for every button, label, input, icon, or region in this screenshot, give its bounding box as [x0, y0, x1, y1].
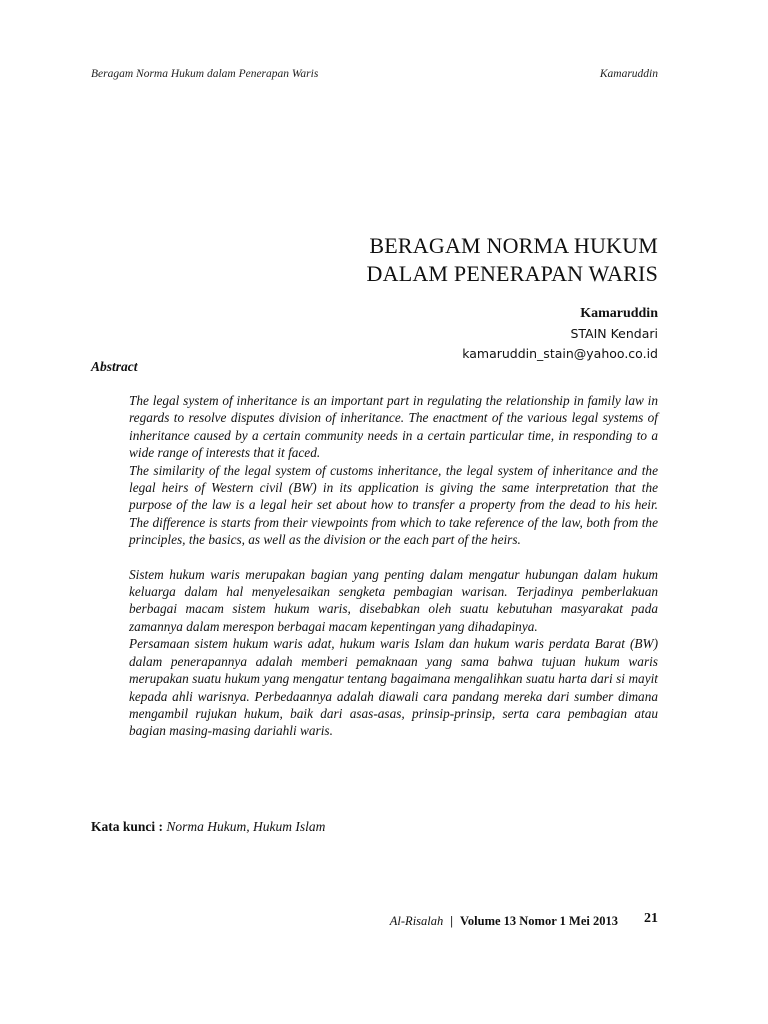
running-header	[91, 68, 658, 80]
keywords-values: Norma Hukum, Hukum Islam	[166, 819, 326, 834]
article-title-line-2: DALAM PENERAPAN WARIS	[366, 261, 658, 286]
author-name: Kamaruddin	[580, 306, 658, 321]
abstract-paragraph-id-1: Sistem hukum waris merupakan bagian yang penting dalam mengatur hubungan dalam hukum keluarga dalam hal menyelesaikan sengketa pembagian warisan. Terjadinya pemberlakuan berbagai macam sistem hukum waris, disebabkan oleh suatu kebutuhan masyarakat pada zamannya dalam merespon berbagai macam kepentingan yang dihadapinya.	[129, 566, 658, 634]
abstract-paragraph-id-2: Persamaan sistem hukum waris adat, hukum waris Islam dan hukum waris perdata Barat (BW) dalam penerapannya adalah memberi pemaknaan yang sama bahwa tujuan hukum waris merupakan suatu hukum yang mengatur tentang bagaimana mengalihkan suatu harta dari si mayit kepada ahli warisnya. Perbedaannya adalah diawali cara pandang mereka dari sumber dimana mengambil rujukan hukum, baik dari asas-asas, prinsip-prinsip, serta cara pembagian atau bagian masing-masing dariahli waris.	[129, 636, 658, 739]
abstract-body	[129, 392, 658, 740]
author-block	[462, 304, 658, 364]
running-header-author: Kamaruddin	[599, 68, 658, 80]
article-title	[367, 232, 658, 288]
footer-volume: Volume 13 Nomor 1 Mei 2013	[460, 914, 618, 928]
author-affiliation: STAIN Kendari	[570, 326, 658, 341]
keywords-label: Kata kunci :	[91, 819, 164, 834]
footer-journal: Al-Risalah	[389, 914, 444, 928]
abstract-paragraph-en-1: The legal system of inheritance is an important part in regulating the relationship in family law in regards to resolve disputes division of inheritance. The enactment of the various legal systems of inheritance caused by a certain community needs in a certain particular time, in responding to a wide range of interests that it faced.	[129, 393, 658, 461]
abstract-heading: Abstract	[91, 359, 138, 374]
page-number: 21	[644, 911, 658, 926]
article-title-line-1: BERAGAM NORMA HUKUM	[369, 233, 658, 258]
page-footer	[389, 911, 658, 930]
author-email: kamaruddin_stain@yahoo.co.id	[462, 346, 658, 361]
running-header-title: Beragam Norma Hukum dalam Penerapan Waris	[91, 68, 319, 80]
abstract-paragraph-en-2: The similarity of the legal system of customs inheritance, the legal system of inheritance and the legal heirs of Western civil (BW) in its application is giving the same interpretation that the purpose of the law is a legal heir set about how to transfer a property from the dead to his heir. The difference is starts from their viewpoints from which to take reference of the law, both from the principles, the basics, as well as the division or the each part of the heirs.	[129, 462, 658, 548]
footer-separator: |	[450, 914, 454, 928]
keywords	[91, 819, 325, 835]
